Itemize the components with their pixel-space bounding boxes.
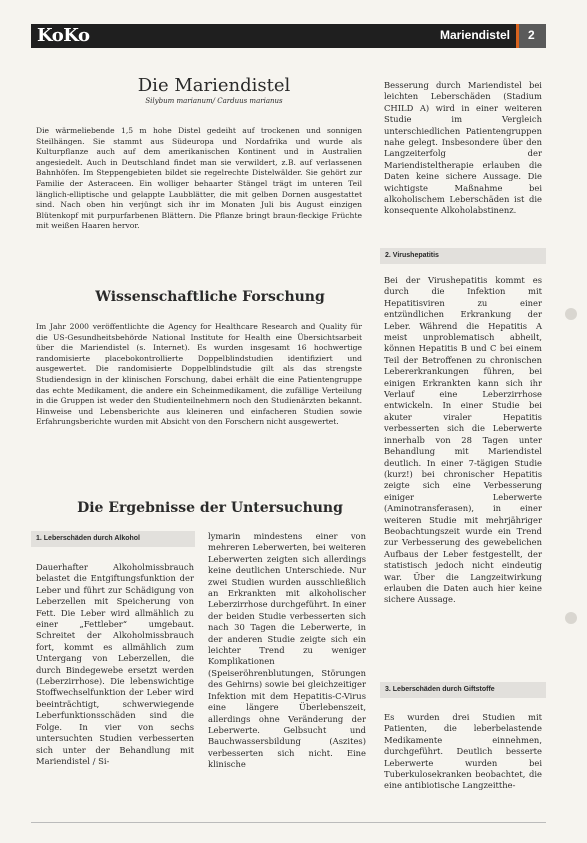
punch-hole-top [565, 308, 577, 320]
toxins-text: Es wurden drei Studien mit Patienten, die leberbelastende Medikamente einnehmen, durchgeführt. Deutlich besserte Leberwerte wurden bei Tuberkulosekranken beobachtet, die eine antibiotische Langzeitthe- [384, 712, 542, 791]
section-box-alcohol: 1. Leberschäden durch Alkohol [31, 531, 195, 547]
intro-paragraph: Die wärmeliebende 1,5 m hohe Distel gedeiht auf trockenen und sonnigen Steilhängen. Sie stammt aus Südeuropa und Nordafrika und wurde als Kulturpflanze auch auf dem amerikanischen Kontinent und in Australien angesiedelt. Auch in Deutschland findet man sie verwildert, z.B. auf verlassenen Bahnhöfen. Im Steppengebieten bildet sie regelrechte Distelwälder. Sie gehört zur Familie der Asteraceen. Ein wolliger behaarter Stängel trägt im unteren Teil länglich-elliptische und gelappte Laubblätter, die mit gelben Dornen ausgestattet sind. Nach oben hin verjüngt sich ihr im Monaten Juli bis August einzigen Blütenkopf mit purpurfarbenen Blättern. Die Pflanze bringt braun-fleckige Früchte mit weißen Haaren hervor. [36, 126, 362, 231]
page-header [31, 24, 546, 48]
article-subtitle: Silybum marianum/ Carduus marianus [145, 97, 283, 105]
page-number-box [516, 24, 546, 48]
alcohol-text-col1: Dauerhafter Alkoholmissbrauch belastet die Entgiftungsfunktion der Leber und führt zur Schädigung von Leberzellen mit Speicherung von Fett. Die Leber wird allmählich zu einer „Fettleber“ umgebaut. Schreitet der Alkoholmissbrauch fort, kommt es allmählich zum Untergang von Leberzellen, die durch Bindegewebe ersetzt werden (Leberzirrhose). Die lebenswichtige Stoffwechselfunktion der Leber wird beeinträchtigt, schwerwiegende Leberfunktionsschäden sind die Folge. In vier von sechs untersuchten Studien verbesserten sich unter der Behandlung mit Mariendistel / Si- [36, 562, 194, 766]
section-title: Mariendistel [439, 28, 510, 42]
results-heading: Die Ergebnisse der Untersuchung [77, 500, 343, 516]
page-number: 2 [528, 28, 535, 42]
research-heading: Wissenschaftliche Forschung [95, 289, 325, 305]
article-title: Die Mariendistel [137, 75, 291, 96]
brand-logo: KoKo [37, 25, 90, 46]
virus-text: Bei der Virushepatitis kommt es durch die Infektion mit Hepatitisviren zu einer entzündlichen Erkrankung der Leber. Während die Hepatitis A meist unproblematisch abheilt, können Hepatitis B und C bei einem Teil der Betroffenen zu chronischen Lebererkrankungen führen, bei einigen Erkrankten kann sich ihr Verlauf eine Leberzirrhose entwickeln. In einer Studie bei akuter viraler Hepatitis verbesserten sich die Leberwerte innerhalb von 28 Tagen unter Behandlung mit Mariendistel deutlich. In einer 7-tägigen Studie (kurz!) bei chronischer Hepatitis zeigte sich eine Verbesserung einiger Leberwerte (Aminotransferasen), in einer weiteren Studie mit mehrjähriger Beobachtungszeit wurde ein Trend zur Verbesserung des gewebelichen Aufbaus der Leber festgestellt, der statistisch jedoch nicht eindeutig war. Über die Langzeitwirkung erlauben die Daten auch hier keine sichere Aussage. [384, 275, 542, 605]
alcohol-text-col2: lymarin mindestens einer von mehreren Leberwerten, bei weiteren Leberwerten zeigten sich allerdings keine deutlichen Unterschiede. Nur zwei Studien wurden ausschließlich an Erkrankten mit alkoholischer Leberzirrhose durchgeführt. In einer der beiden Studie verbesserten sich nach 30 Tagen die Leberwerte, in der anderen Studie zeigte sich ein leichter Trend zu weniger Komplikationen (Speiseröhrenblutungen, Störungen des Gehirns) sowie bei gleichzeitiger Infektion mit dem Hepatitis-C-Virus eine längere Überlebenszeit, allerdings ohne Veränderung der Leberwerte. Gelbsucht und Bauchwassersbildung (Aszites) verbesserten sich nicht. Eine klinische [208, 531, 366, 770]
section-box-virus: 2. Virushepatitis [380, 248, 546, 264]
section-box-toxins: 3. Leberschäden durch Giftstoffe [380, 682, 546, 698]
accent-bar [516, 24, 519, 48]
research-paragraph: Im Jahr 2000 veröffentlichte die Agency for Healthcare Research and Quality für die US-Gesundheitsbehörde National Institute for Health eine Übersichtsarbeit über die Mariendistel (s. Internet). Es wurden insgesamt 16 hochwertige randomisierte placebokontrollierte Doppelblindstudien identifiziert und ausgewertet. Die randomisierte Doppelblindstudie gilt als das strengste Studiendesign in der klinischen Forschung, dabei erhält die eine Patientengruppe das echte Medikament, die andere ein Scheinmedikament, die zufällige Verteilung in die Gruppen ist weder den Studienteilnehmern noch den Studienärzten bekannt. Hinweise und Lebensberichte aus kleineren und einfacheren Studien sowie Erfahrungsberichte wurden mit Absicht von den Forschern nicht ausgewertet. [36, 322, 362, 427]
footer-rule [31, 822, 546, 823]
alcohol-text-col3: Besserung durch Mariendistel bei leichten Leberschäden (Stadium CHILD A) wird in einer weiteren Studie im Vergleich unterschiedlichen Patientengruppen nahe gelegt. Insbesondere über den Langzeiterfolg der Mariendisteltherapie erlauben die Daten keine sichere Aussage. Die wichtigste Maßnahme bei alkoholischem Leberschäden ist die konsequente Alkoholabstinenz. [384, 80, 542, 216]
punch-hole-bottom [565, 612, 577, 624]
